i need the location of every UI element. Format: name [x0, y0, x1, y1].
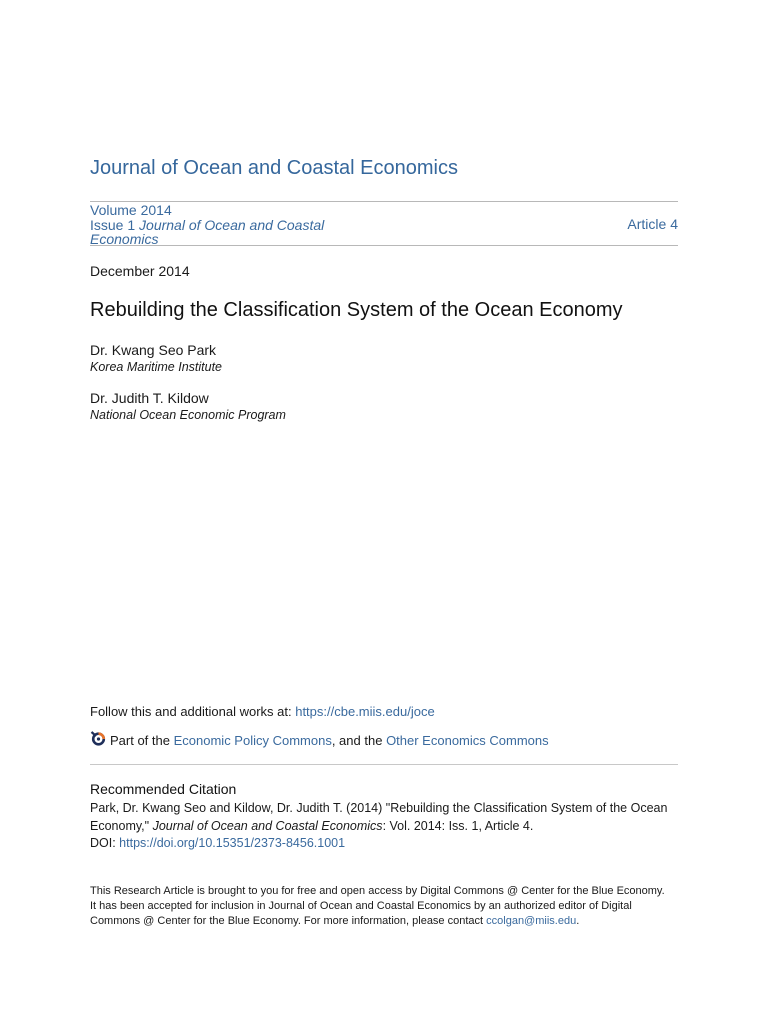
- recommended-citation-heading: Recommended Citation: [90, 781, 237, 797]
- volume-link[interactable]: Volume 2014: [90, 202, 172, 218]
- follow-text: Follow this and additional works at:: [90, 704, 296, 719]
- citation-line: Park, Dr. Kwang Seo and Kildow, Dr. Judith T. (2014) "Rebuilding the Classification System of the Ocean: [90, 801, 668, 815]
- economic-policy-commons-link[interactable]: Economic Policy Commons: [173, 732, 332, 748]
- citation-journal: Journal of Ocean and Coastal Economics: [152, 818, 383, 833]
- contact-email-link[interactable]: ccolgan@miis.edu: [486, 915, 577, 927]
- journal-title-link[interactable]: Journal of Ocean and Coastal Economics: [90, 157, 458, 179]
- citation-line: [90, 818, 678, 836]
- follow-line: [90, 704, 435, 719]
- issue-info-box: [90, 201, 678, 246]
- footer-line: It has been accepted for inclusion in Journal of Ocean and Coastal Economics by an authorized editor of Digital: [90, 900, 632, 912]
- issue-label: Issue 1: [90, 216, 140, 233]
- publication-date: December 2014: [90, 263, 190, 279]
- network-logo-icon: [90, 730, 110, 750]
- citation-line-start: Economy,": [90, 818, 153, 833]
- doi-line: [90, 835, 678, 853]
- issue-journal-name: Journal of Ocean and Coastal Economics: [90, 216, 325, 247]
- other-economics-commons-link[interactable]: Other Economics Commons: [386, 732, 549, 748]
- author-name: Dr. Kwang Seo Park: [90, 342, 217, 358]
- footer-line: [90, 914, 690, 929]
- author-affiliation: Korea Maritime Institute: [90, 360, 222, 374]
- part-of-prefix: Part of the: [110, 732, 170, 748]
- part-of-middle: , and the: [331, 732, 383, 748]
- footer-contact-text: Commons @ Center for the Blue Economy. For more information, please contact: [90, 915, 487, 927]
- article-number-link[interactable]: Article 4: [627, 216, 678, 232]
- collection-link[interactable]: https://cbe.miis.edu/joce: [295, 704, 435, 719]
- citation-volume: : Vol. 2014: Iss. 1, Article 4.: [382, 818, 534, 833]
- part-of-line: [90, 730, 549, 750]
- doi-link[interactable]: https://doi.org/10.15351/2373-8456.1001: [119, 836, 346, 850]
- author-name: Dr. Judith T. Kildow: [90, 390, 209, 406]
- footer-notice: [90, 884, 690, 929]
- article-title: Rebuilding the Classification System of the Ocean Economy: [90, 299, 623, 321]
- issue-info-left: [90, 203, 350, 247]
- section-divider: [90, 764, 678, 765]
- footer-period: .: [576, 915, 580, 927]
- doi-label: DOI:: [90, 836, 120, 850]
- author-affiliation: National Ocean Economic Program: [90, 408, 286, 422]
- footer-line: This Research Article is brought to you for free and open access by Digital Commons @ Center for the Blue Economy.: [90, 885, 665, 897]
- issue-link[interactable]: [90, 218, 350, 247]
- citation-text: [90, 800, 678, 853]
